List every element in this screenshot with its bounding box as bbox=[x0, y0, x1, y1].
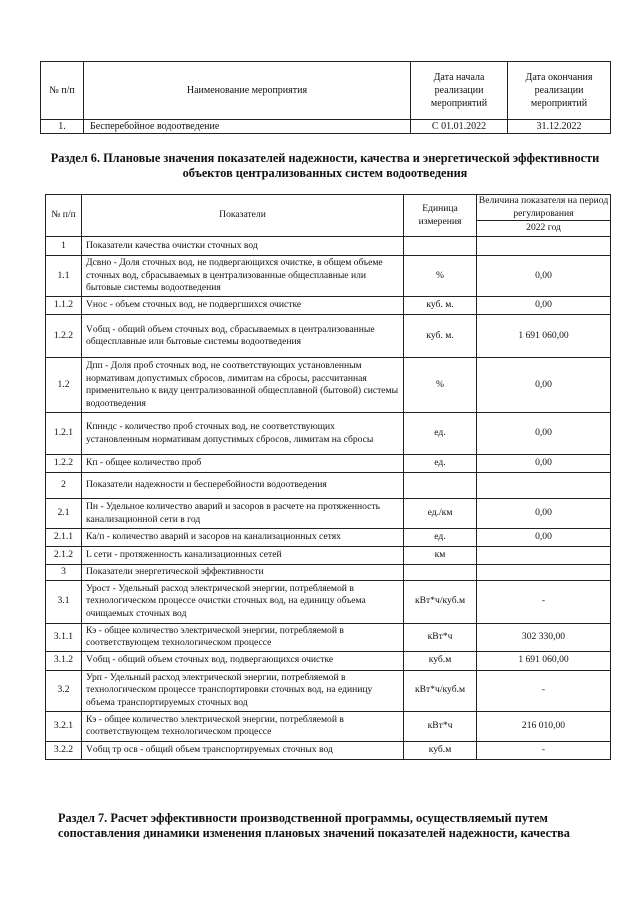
table-row bbox=[46, 256, 611, 297]
header-indicator: Показатели bbox=[82, 195, 404, 237]
row-num: 1.2.1 bbox=[46, 413, 82, 455]
row-indicator: Vобщ - общий объем сточных вод, подвергающихся очистке bbox=[82, 651, 404, 670]
row-value bbox=[477, 547, 611, 565]
header-num: № п/п bbox=[41, 62, 84, 120]
table-row bbox=[46, 623, 611, 651]
row-value: - bbox=[477, 670, 611, 711]
row-num: 3.2 bbox=[46, 670, 82, 711]
row-num: 2.1 bbox=[46, 499, 82, 529]
row-indicator: Показатели надежности и бесперебойности водоотведения bbox=[82, 473, 404, 499]
row-unit: кВт*ч/куб.м bbox=[404, 670, 477, 711]
row-end-date: 31.12.2022 bbox=[508, 120, 611, 134]
row-num: 1.2.2 bbox=[46, 455, 82, 473]
row-indicator: Дпп - Доля проб сточных вод, не соответствующих установленным нормативам допустимых сбросов, лимитам на сбросы, рассчитанная применительно к виду централизованной общесплавной (бытовой) системы водоотведения bbox=[82, 358, 404, 413]
table-row bbox=[46, 529, 611, 547]
row-num: 1. bbox=[41, 120, 84, 134]
section-6-title: Раздел 6. Плановые значения показателей надежности, качества и энергетической эффективности объектов централизованных систем водоотведения bbox=[50, 151, 600, 180]
measures-header-row bbox=[41, 62, 611, 120]
table-row bbox=[46, 670, 611, 711]
row-value bbox=[477, 237, 611, 256]
row-value: 0,00 bbox=[477, 358, 611, 413]
row-unit: кВт*ч bbox=[404, 623, 477, 651]
row-unit: кВт*ч bbox=[404, 711, 477, 741]
row-num: 3 bbox=[46, 565, 82, 581]
row-unit: куб. м. bbox=[404, 315, 477, 358]
table-row bbox=[46, 580, 611, 623]
row-indicator: Дсвно - Доля сточных вод, не подвергающихся очистке, в общем объеме сточных вод, сбрасываемых в централизованные общесплавные или бытовые системы водоотведения bbox=[82, 256, 404, 297]
table-row bbox=[46, 499, 611, 529]
header-measure-name: Наименование мероприятия bbox=[84, 62, 411, 120]
table-row bbox=[46, 297, 611, 315]
row-indicator: Показатели энергетической эффективности bbox=[82, 565, 404, 581]
header-end-date: Дата окончания реализации мероприятий bbox=[508, 62, 611, 120]
section-7-title: Раздел 7. Расчет эффективности производственной программы, осуществляемый путем сопоставления динамики изменения плановых значений показателей надежности, качества bbox=[58, 811, 570, 840]
row-start-date: С 01.01.2022 bbox=[411, 120, 508, 134]
row-unit bbox=[404, 237, 477, 256]
row-indicator: L сети - протяженность канализационных сетей bbox=[82, 547, 404, 565]
row-indicator: Кпнндс - количество проб сточных вод, не соответствующих установленным нормативам допустимых сбросов, лимитам на сбросы bbox=[82, 413, 404, 455]
row-value: 302 330,00 bbox=[477, 623, 611, 651]
table-row bbox=[46, 237, 611, 256]
row-unit: ед. bbox=[404, 455, 477, 473]
table-row bbox=[46, 711, 611, 741]
row-value bbox=[477, 565, 611, 581]
table-row bbox=[46, 547, 611, 565]
row-indicator: Урп - Удельный расход электрической энергии, потребляемой в технологическом процессе транспортировки сточных вод, на единицу объема транспортируемых сточных вод bbox=[82, 670, 404, 711]
table-row bbox=[46, 455, 611, 473]
row-value: 0,00 bbox=[477, 256, 611, 297]
row-num: 1.1 bbox=[46, 256, 82, 297]
table-row bbox=[46, 473, 611, 499]
row-measure-name: Бесперебойное водоотведение bbox=[84, 120, 411, 134]
header-start-date: Дата начала реализации мероприятий bbox=[411, 62, 508, 120]
measures-table bbox=[40, 61, 611, 134]
row-value: 0,00 bbox=[477, 455, 611, 473]
row-unit: % bbox=[404, 256, 477, 297]
row-num: 2.1.2 bbox=[46, 547, 82, 565]
table-row bbox=[46, 413, 611, 455]
row-num: 2.1.1 bbox=[46, 529, 82, 547]
row-value: 0,00 bbox=[477, 529, 611, 547]
row-indicator: Vобщ - общий объем сточных вод, сбрасываемых в централизованные общесплавные или бытовые системы водоотведения bbox=[82, 315, 404, 358]
row-indicator: Vнос - объем сточных вод, не подвергшихся очистке bbox=[82, 297, 404, 315]
row-unit: куб. м. bbox=[404, 297, 477, 315]
row-unit: ед. bbox=[404, 413, 477, 455]
row-num: 3.1.1 bbox=[46, 623, 82, 651]
header-value-group: Величина показателя на период регулирования bbox=[477, 195, 611, 221]
indicators-body bbox=[46, 237, 611, 760]
row-indicator: Урост - Удельный расход электрической энергии, потребляемой в технологическом процессе очистки сточных вод, на единицу объема очищаемых сточных вод bbox=[82, 580, 404, 623]
row-unit bbox=[404, 565, 477, 581]
table-row bbox=[41, 120, 611, 134]
row-value: - bbox=[477, 580, 611, 623]
indicators-table bbox=[45, 194, 611, 760]
row-num: 1 bbox=[46, 237, 82, 256]
row-num: 3.2.1 bbox=[46, 711, 82, 741]
row-unit: куб.м bbox=[404, 651, 477, 670]
row-unit bbox=[404, 473, 477, 499]
row-num: 1.2 bbox=[46, 358, 82, 413]
row-num: 3.1 bbox=[46, 580, 82, 623]
table-row bbox=[46, 741, 611, 759]
header-num: № п/п bbox=[46, 195, 82, 237]
row-value: 0,00 bbox=[477, 413, 611, 455]
row-indicator: Кэ - общее количество электрической энергии, потребляемой в соответствующем технологическом процессе bbox=[82, 711, 404, 741]
indicators-header-row bbox=[46, 195, 611, 221]
row-indicator: Кп - общее количество проб bbox=[82, 455, 404, 473]
row-value: 0,00 bbox=[477, 297, 611, 315]
row-unit: км bbox=[404, 547, 477, 565]
row-value bbox=[477, 473, 611, 499]
row-value: 0,00 bbox=[477, 499, 611, 529]
row-num: 1.1.2 bbox=[46, 297, 82, 315]
row-unit: ед. bbox=[404, 529, 477, 547]
row-unit: % bbox=[404, 358, 477, 413]
row-indicator: Показатели качества очистки сточных вод bbox=[82, 237, 404, 256]
row-num: 1.2.2 bbox=[46, 315, 82, 358]
row-indicator: Пн - Удельное количество аварий и засоров в расчете на протяженность канализационной сети в год bbox=[82, 499, 404, 529]
row-num: 3.1.2 bbox=[46, 651, 82, 670]
row-indicator: Кэ - общее количество электрической энергии, потребляемой в соответствующем технологическом процессе bbox=[82, 623, 404, 651]
row-num: 3.2.2 bbox=[46, 741, 82, 759]
row-value: 1 691 060,00 bbox=[477, 315, 611, 358]
row-indicator: Vобщ тр осв - общий объем транспортируемых сточных вод bbox=[82, 741, 404, 759]
table-row bbox=[46, 651, 611, 670]
row-value: 216 010,00 bbox=[477, 711, 611, 741]
row-unit: кВт*ч/куб.м bbox=[404, 580, 477, 623]
row-value: 1 691 060,00 bbox=[477, 651, 611, 670]
row-num: 2 bbox=[46, 473, 82, 499]
row-indicator: Ка/п - количество аварий и засоров на канализационных сетях bbox=[82, 529, 404, 547]
row-unit: куб.м bbox=[404, 741, 477, 759]
row-unit: ед./км bbox=[404, 499, 477, 529]
table-row bbox=[46, 315, 611, 358]
table-row bbox=[46, 565, 611, 581]
header-unit: Единица измерения bbox=[404, 195, 477, 237]
table-row bbox=[46, 358, 611, 413]
row-value: - bbox=[477, 741, 611, 759]
header-year: 2022 год bbox=[477, 221, 611, 237]
